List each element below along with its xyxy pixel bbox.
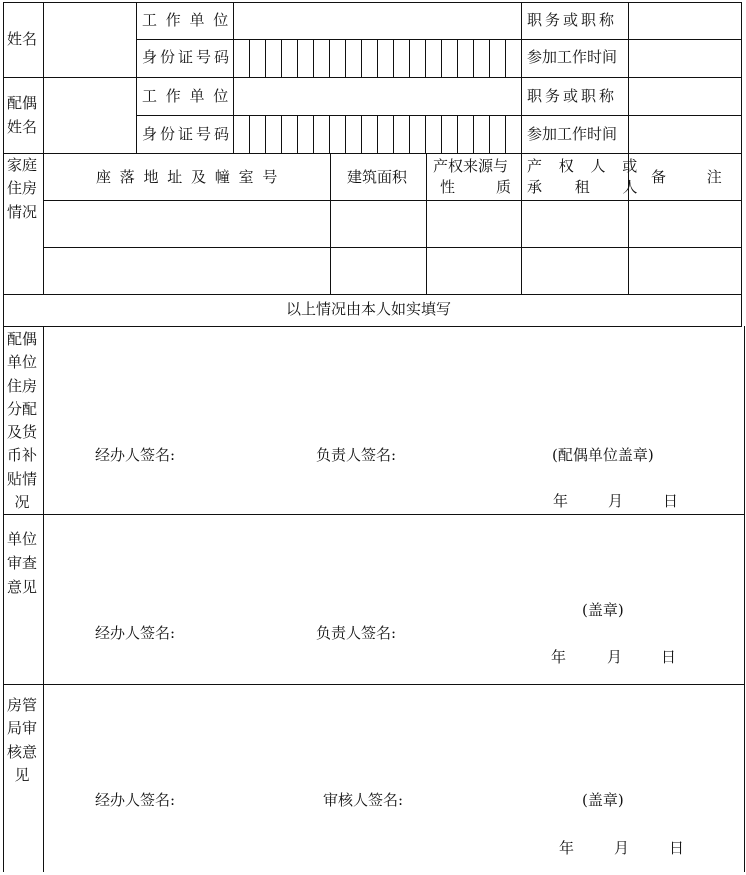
bureau-review-date-day: 日 — [669, 839, 685, 857]
work-unit-field[interactable] — [234, 3, 520, 39]
unit-review-seal-label: (盖章) — [582, 601, 624, 619]
position-field[interactable] — [629, 3, 741, 39]
bureau-review-date-year: 年 — [559, 839, 575, 857]
bureau-review-reviewer-label: 审核人签名: — [323, 791, 404, 809]
name-label: 姓名 — [7, 30, 38, 48]
truth-statement: 以上情况由本人如实填写 — [286, 300, 452, 318]
spouse-unit-seal-label: (配偶单位盖章) — [552, 446, 654, 464]
address-header: 座 落 地 址 及 幢 室 号 — [96, 168, 280, 186]
owner-header-line1: 产 权 人 或 — [527, 157, 644, 175]
bureau-review-handler-label: 经办人签名: — [95, 791, 176, 809]
owner-header-line2: 承 租 人 — [527, 178, 652, 196]
spouse-unit-date-month: 月 — [608, 492, 624, 510]
spouse-unit-handler-label: 经办人签名: — [95, 446, 176, 464]
spouse-unit-side-label: 配偶单位住房分配及货币补贴情况 — [6, 330, 37, 512]
housing-row-1[interactable] — [44, 201, 741, 247]
source-header-line2a: 性 — [440, 178, 456, 196]
unit-review-date-day: 日 — [661, 648, 677, 666]
source-header-line1: 产权来源与 — [433, 157, 509, 175]
spouse-unit-date-year: 年 — [553, 492, 569, 510]
unit-review-date-year: 年 — [551, 648, 567, 666]
unit-review-handler-label: 经办人签名: — [95, 624, 176, 642]
bureau-review-date-month: 月 — [614, 839, 630, 857]
spouse-unit-responsible-label: 负责人签名: — [316, 446, 397, 464]
spouse-position-field[interactable] — [629, 78, 741, 115]
unit-review-responsible-label: 负责人签名: — [316, 624, 397, 642]
remarks-header: 备 注 — [651, 168, 740, 186]
area-header: 建筑面积 — [347, 168, 408, 186]
spouse-unit-date-day: 日 — [663, 492, 679, 510]
unit-review-side-label: 单位审查意见 — [6, 530, 37, 596]
work-unit-label: 工 作 单 位 — [142, 11, 231, 29]
spouse-name-label: 配偶姓名 — [6, 94, 37, 136]
bureau-review-side-label: 房管局审核意见 — [6, 696, 37, 784]
spouse-start-work-field[interactable] — [629, 116, 741, 153]
id-number-label: 身份证号码 — [142, 48, 233, 66]
spouse-id-number-label: 身份证号码 — [142, 125, 233, 143]
spouse-start-work-label: 参加工作时间 — [527, 125, 618, 143]
start-work-label: 参加工作时间 — [527, 48, 618, 66]
spouse-work-unit-label: 工 作 单 位 — [142, 87, 231, 105]
bureau-review-seal-label: (盖章) — [582, 791, 624, 809]
unit-review-date-month: 月 — [607, 648, 623, 666]
spouse-position-label: 职务或职称 — [527, 87, 618, 105]
spouse-work-unit-field[interactable] — [234, 78, 520, 115]
start-work-field[interactable] — [629, 40, 741, 77]
source-header-line2b: 质 — [496, 178, 512, 196]
housing-row-2[interactable] — [44, 248, 741, 294]
position-label: 职务或职称 — [527, 11, 618, 29]
housing-side-label: 家庭住房情况 — [6, 156, 37, 221]
